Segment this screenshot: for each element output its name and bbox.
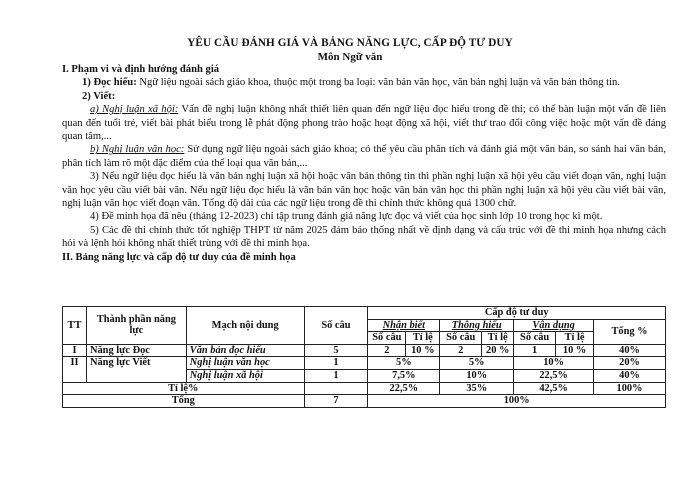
document-subtitle: Môn Ngữ văn	[317, 51, 383, 63]
header-recognition: Nhận biết	[368, 319, 440, 332]
header-comprehension: Thông hiểu	[440, 319, 514, 332]
table-row	[63, 357, 666, 370]
paragraph-5: 5) Các đề thi chính thức tốt nghiệp THPT từ năm 2025 đảm bảo thống nhất về định dạng và cấu trúc với đề thi minh họa nhưng cách hỏi và lệnh hỏi không nhất thiết trùng với đề thi minh họa.	[62, 224, 666, 250]
sum-count: 7	[304, 395, 368, 408]
paragraph-3: 3) Nếu ngữ liệu đọc hiểu là văn bản nghị luận xã hội hoặc văn bản thông tin thì phần nghị luận xã hội yêu cầu viết đoạn văn, nghị luận văn học yêu cầu viết bài văn. Nếu ngữ liệu đọc hiểu là văn bản văn học hoặc văn bản văn học thì phần nghị luận xã hội yêu cầu viết bài văn, nghị luận văn học viết đoạn văn. Tổng độ dài của các ngữ liệu trong đề thi chính thức không quá 1300 chữ.	[62, 171, 666, 210]
writing-label: 2) Viết:	[82, 90, 116, 102]
header-nb-ratio: Tỉ lệ	[406, 332, 440, 345]
reading-text: Ngữ liệu ngoài sách giáo khoa, thuộc một trong ba loại: văn bản văn học, văn bản nghị luận và văn bản thông tin.	[136, 77, 620, 89]
reading-label: 1) Đọc hiểu:	[82, 77, 137, 89]
table-row	[63, 344, 666, 357]
ratio-label: Tỉ lệ%	[63, 382, 305, 395]
row2-count: 1	[304, 357, 368, 370]
row1-total: 40%	[594, 344, 666, 357]
row1-nb-count: 2	[368, 344, 406, 357]
header-vd-count: Số câu	[514, 332, 556, 345]
ratio-total: 100%	[594, 382, 666, 395]
header-th-count: Số câu	[440, 332, 482, 345]
header-thinking-level: Cấp độ tư duy	[368, 307, 666, 320]
paragraph-4: 4) Đề minh họa đã nêu (tháng 12-2023) chỉ tập trung đánh giá năng lực đọc và viết của học sinh lớp 10 trong học kì một.	[90, 211, 603, 223]
row2-total: 20%	[594, 357, 666, 370]
header-vd-ratio: Tỉ lệ	[556, 332, 594, 345]
row1-vd-count: 1	[514, 344, 556, 357]
social-essay-label: a) Nghị luận xã hội:	[90, 104, 179, 116]
header-nb-count: Số câu	[368, 332, 406, 345]
row3-th: 10%	[440, 369, 514, 382]
row2-vd: 10%	[514, 357, 594, 370]
row1-th-count: 2	[440, 344, 482, 357]
header-content: Mạch nội dung	[186, 307, 304, 345]
row1-component: Năng lực Đọc	[86, 344, 186, 357]
literary-essay-label: b) Nghị luận văn học:	[90, 144, 185, 156]
ratio-count-empty	[304, 382, 368, 395]
document-title: YÊU CẦU ĐÁNH GIÁ VÀ BẢNG NĂNG LỰC, CẤP ĐỘ TƯ DUY	[187, 37, 513, 49]
header-total-percent: Tổng %	[594, 319, 666, 344]
sum-total: 100%	[368, 395, 666, 408]
row3-content: Nghị luận xã hội	[186, 369, 304, 382]
row3-vd: 22,5%	[514, 369, 594, 382]
table-row	[63, 382, 666, 395]
table-header-row	[63, 307, 666, 320]
competency-table	[62, 306, 666, 408]
row3-nb: 7,5%	[368, 369, 440, 382]
row2-component: Năng lực Viết	[86, 357, 186, 382]
row1-content: Văn bản đọc hiểu	[186, 344, 304, 357]
row1-tt: I	[63, 344, 87, 357]
row3-count: 1	[304, 369, 368, 382]
paragraph-social-essay	[62, 103, 666, 143]
row1-vd-ratio: 10 %	[556, 344, 594, 357]
literary-essay-text: Sử dụng ngữ liệu ngoài sách giáo khoa; có thể yêu cầu phân tích và đánh giá một văn bản, so sánh hai văn bản, phân tích làm rõ một đặc điểm của thể loại qua văn bản,...	[62, 144, 667, 169]
row1-th-ratio: 20 %	[482, 344, 514, 357]
row3-total: 40%	[594, 369, 666, 382]
header-count: Số câu	[304, 307, 368, 345]
paragraph-reading	[62, 76, 666, 89]
section-2-heading: II. Bảng năng lực và cấp độ tư duy của đề minh họa	[62, 251, 296, 263]
ratio-th: 35%	[440, 382, 514, 395]
section-1-heading: I. Phạm vi và định hướng đánh giá	[62, 64, 220, 75]
row1-nb-ratio: 10 %	[406, 344, 440, 357]
paragraph-literary-essay	[62, 143, 666, 170]
document-body	[62, 63, 666, 264]
row1-count: 5	[304, 344, 368, 357]
header-th-ratio: Tỉ lệ	[482, 332, 514, 345]
row2-th: 5%	[440, 357, 514, 370]
row2-content: Nghị luận văn học	[186, 357, 304, 370]
header-tt: TT	[63, 307, 87, 345]
sum-label: Tổng	[63, 395, 305, 408]
social-essay-text: Vấn đề nghị luận không nhất thiết liên quan đến ngữ liệu đọc hiểu trong đề thi; có thể bàn luận một vấn đề liên quan đến tuổi trẻ, viết bài phát biểu trong lễ phát động phong trào hoặc hoạt động xã hội, viết thư trao đổi công việc hoặc một vấn đề đáng quan tâm,...	[62, 104, 666, 143]
row2-tt: II	[63, 357, 87, 382]
paragraph-writing-label	[62, 90, 666, 103]
row2-nb: 5%	[368, 357, 440, 370]
header-application: Vận dụng	[514, 319, 594, 332]
ratio-vd: 42,5%	[514, 382, 594, 395]
ratio-nb: 22,5%	[368, 382, 440, 395]
table-row	[63, 395, 666, 408]
header-component: Thành phần năng lực	[86, 307, 186, 345]
